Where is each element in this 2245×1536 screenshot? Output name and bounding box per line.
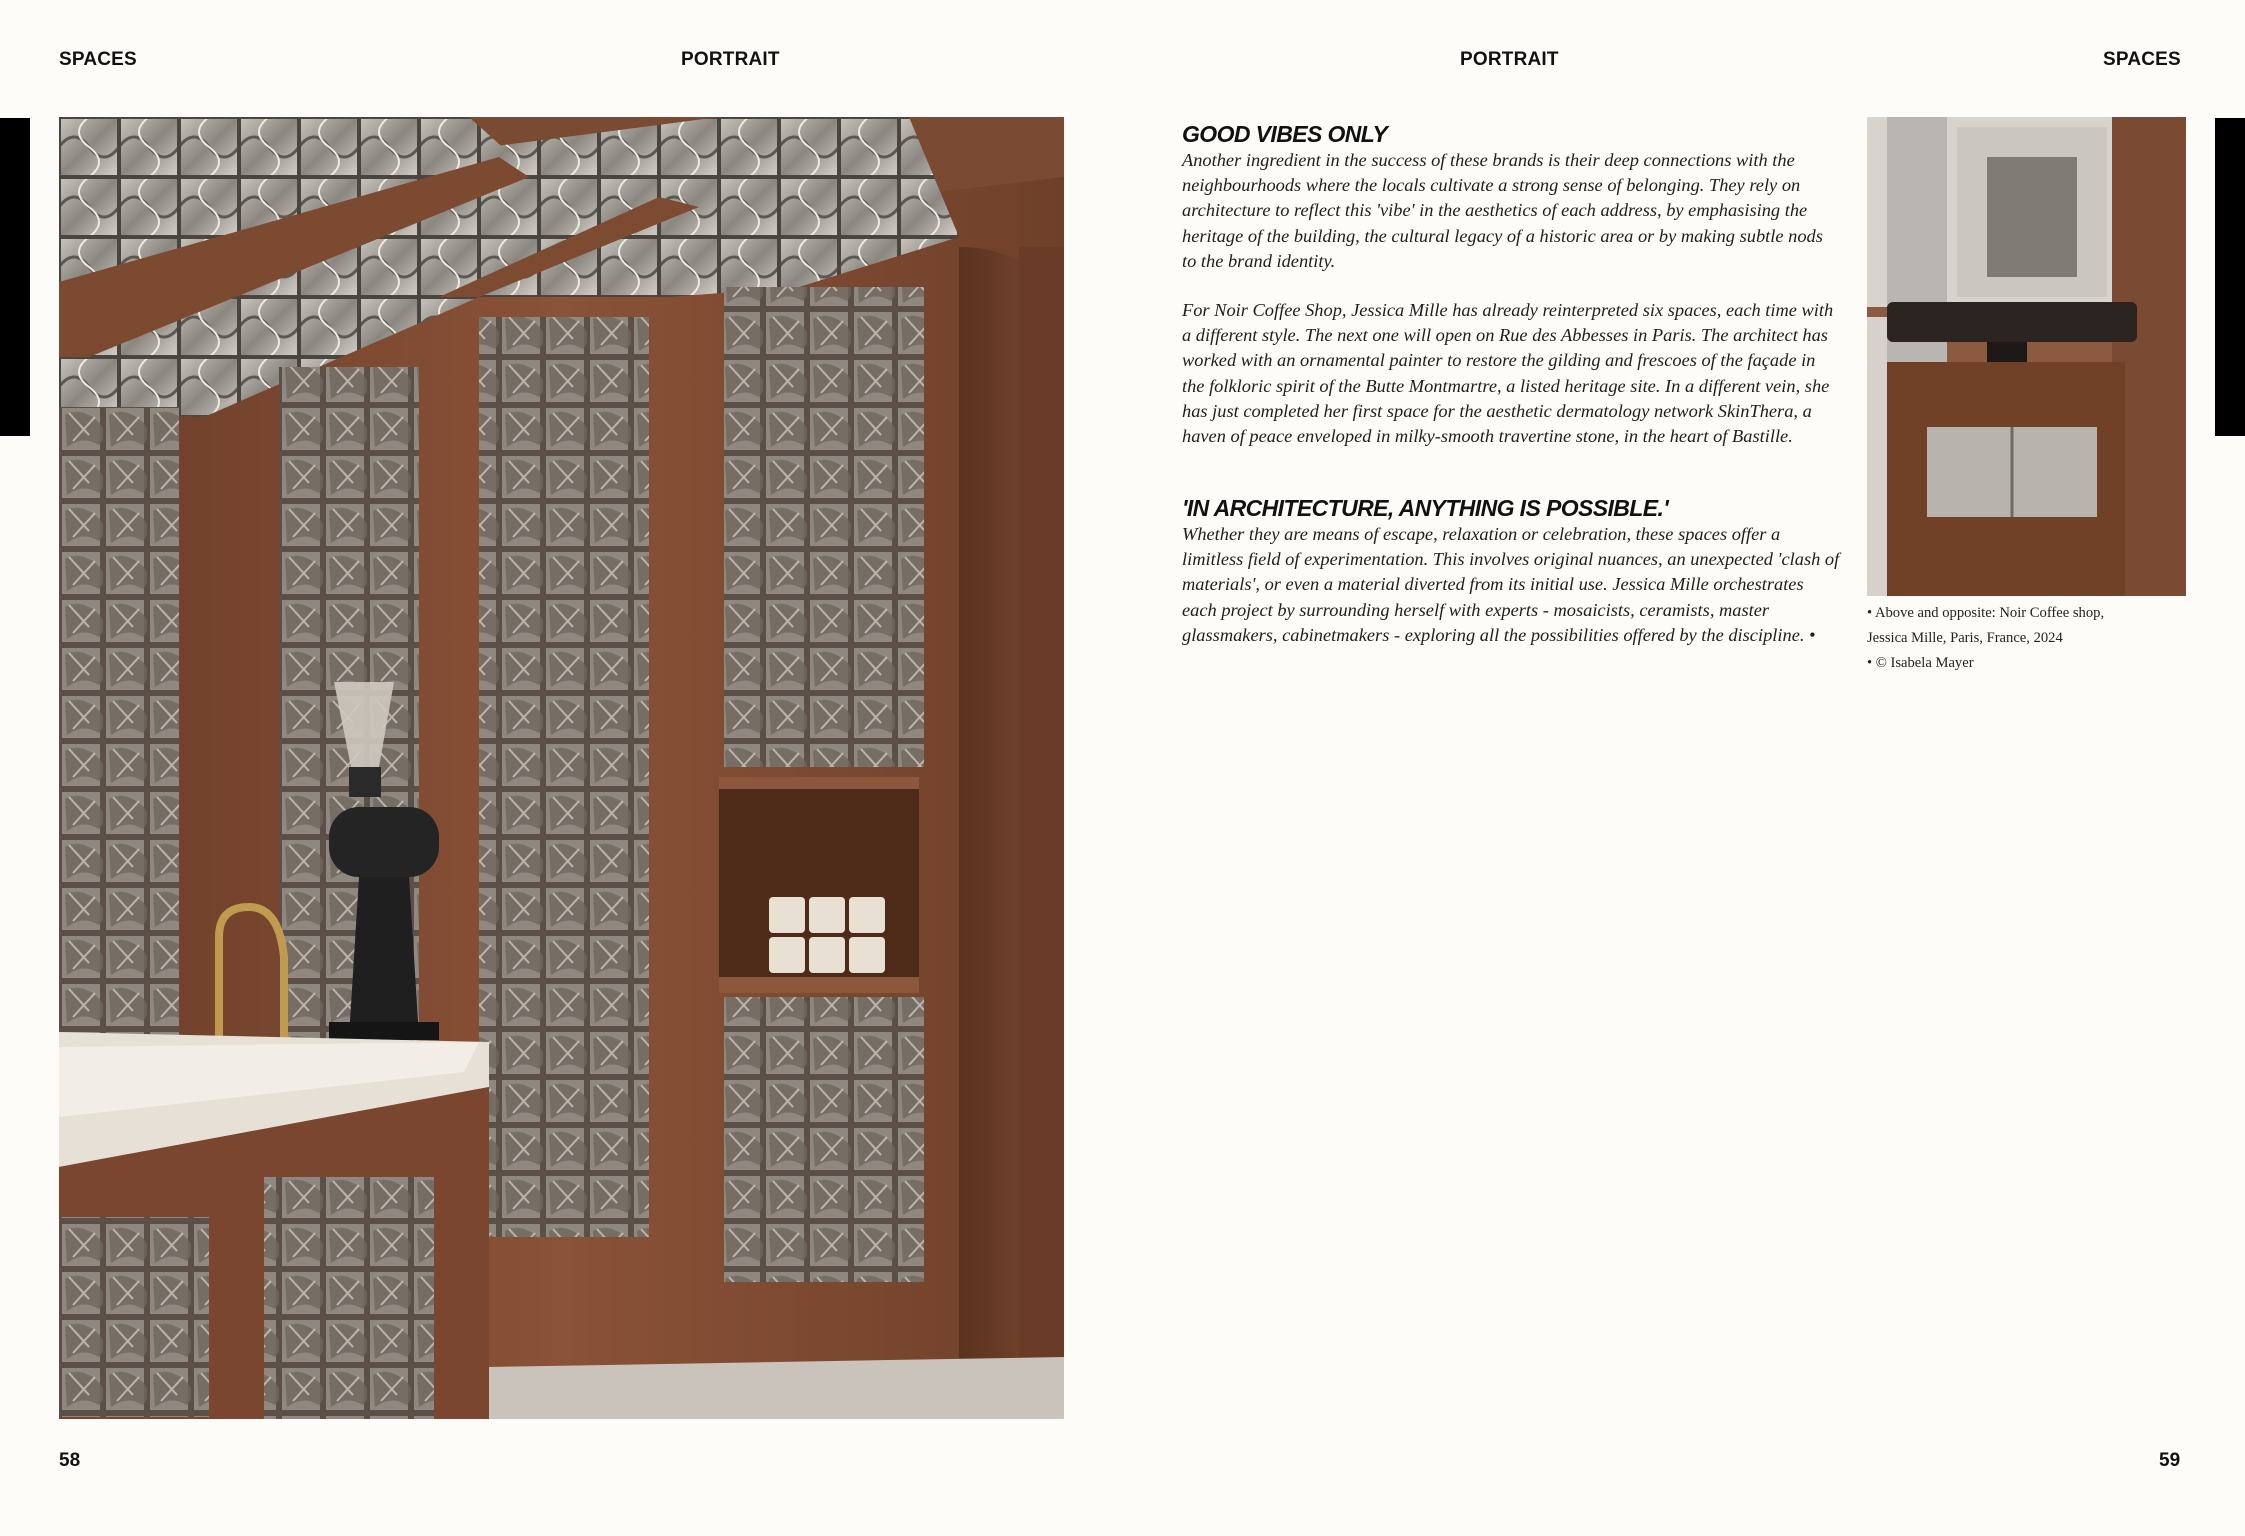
caption-line-1: • Above and opposite: Noir Coffee shop, [1867,605,2105,621]
heading-good-vibes: GOOD VIBES ONLY [1182,121,1388,147]
section-label-right: SPACES [2103,49,2181,70]
coffee-shop-interior-photo [59,117,1064,1419]
coffee-bar-detail-photo [1867,117,2186,596]
heading-architecture-quote: 'IN ARCHITECTURE, ANYTHING IS POSSIBLE.' [1182,495,1669,521]
paragraph-3: Whether they are means of escape, relaxation or celebration, these spaces offer a limitless field of experimentation. This involves original nuances, an unexpected 'clash of materials', or even a material diverted from its initial use. Jessica Mille orchestrates each project by surrounding herself with experts - mosaicists, ceramists, master glassmakers, cabinetmakers - exploring all the possibilities offered by the discipline. • [1182,524,1840,645]
page-number-left: 58 [59,1450,81,1471]
article-section-1 [1182,120,1840,274]
caption-line-3: • © Isabela Mayer [1867,655,1974,671]
article-section-3 [1182,494,1840,648]
edge-tab-right [2215,118,2245,436]
photo-caption [1867,601,2197,676]
caption-line-2: Jessica Mille, Paris, France, 2024 [1867,630,2063,646]
paragraph-2: For Noir Coffee Shop, Jessica Mille has already reinterpreted six spaces, each time with a different style. The next one will open on Rue des Abbesses in Paris. The architect has worked with an ornamental painter to restore the gilding and frescoes of the façade in the folkloric spirit of the Butte Montmartre, a listed heritage site. In a different vein, she has just completed her first space for the aesthetic dermatology network SkinThera, a haven of peace enveloped in milky-smooth travertine stone, in the heart of Bastille. [1182,300,1834,447]
running-title-right: PORTRAIT [1460,49,1559,70]
page-number-right: 59 [2159,1450,2181,1471]
article-section-2 [1182,298,1840,449]
paragraph-1: Another ingredient in the success of these brands is their deep connections with the neighbourhoods where the locals cultivate a strong sense of belonging. They rely on architecture to reflect this 'vibe' in the aesthetics of each address, by emphasising the heritage of the building, the cultural legacy of a historic area or by making subtle nods to the brand identity. [1182,150,1823,271]
edge-tab-left [0,118,30,436]
running-title-left: PORTRAIT [681,49,780,70]
section-label-left: SPACES [59,49,137,70]
